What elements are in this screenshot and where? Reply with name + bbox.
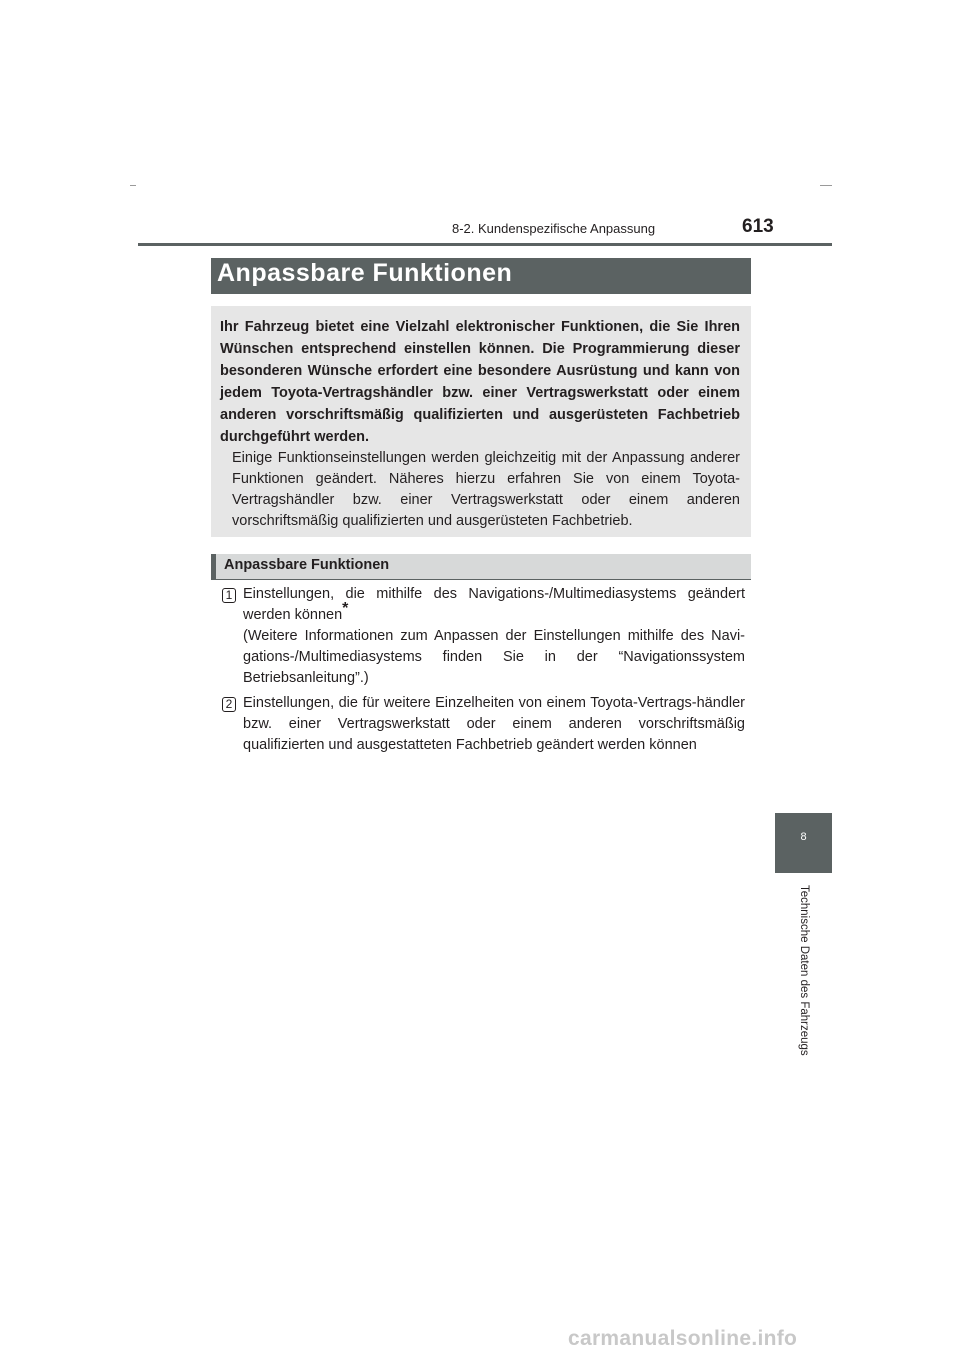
page-title-bar (211, 258, 751, 294)
chapter-number: 8 (800, 831, 807, 843)
intro-bold-text: Ihr Fahrzeug bietet eine Vielzahl elektronischer Funktionen, die Sie Ihren Wünschen entsprechend einstellen können. Die Programmierung dieser besonderen Wünsche erfordert eine besondere Ausrüstung und kann von jedem Toyota-Vertragshändler bzw. einer Vertragswerkstatt oder einem anderen vorschriftsmäßig qualifizierten und ausgerüsteten Fachbetrieb durchgeführt werden. (220, 319, 740, 445)
subheading-title: Anpassbare Funktionen (224, 557, 390, 573)
item-number-2-icon: 2 (222, 697, 236, 712)
intro-note-text: Einige Funktionseinstellungen werden gleichzeitig mit der Anpassung anderer Funktionen geändert. Näheres hierzu erfahren Sie von einem Toyota-Vertragshändler bzw. einer Vertragswerkstatt oder einem anderen vorschriftsmäßig qualifizierten und ausgerüsteten Fachbetrieb. (232, 450, 740, 529)
section-header: 8-2. Kundenspezifische Anpassung (452, 221, 656, 236)
list-item-1 (243, 584, 745, 689)
intro-box (211, 306, 751, 537)
crop-mark-right (820, 185, 832, 186)
list-item-2 (243, 693, 745, 756)
header-rule (138, 243, 832, 246)
page-number: 613 (742, 216, 774, 237)
list-item-1-detail: (Weitere Informationen zum Anpassen der Einstellungen mithilfe des Navi-gations-/Multimediasystems finden Sie in der “Navigationssystem Betriebsanleitung”.) (243, 628, 745, 686)
chapter-label: Technische Daten des Fahrzeugs (798, 885, 810, 1056)
subheading-accent (211, 554, 216, 579)
watermark: carmanualsonline.info (568, 1327, 798, 1350)
chapter-tab (775, 813, 832, 873)
asterisk-marker: * (342, 600, 349, 618)
crop-mark-left (130, 185, 136, 186)
subheading-bar (211, 554, 751, 580)
list-item-1-text: Einstellungen, die mithilfe des Navigations-/Multimediasystems geändert werden können (243, 586, 745, 623)
item-number-1-icon: 1 (222, 588, 236, 603)
page-title: Anpassbare Funktionen (217, 259, 513, 287)
list-item-2-text: Einstellungen, die für weitere Einzelheiten von einem Toyota-Vertrags-händler bzw. einer Vertragswerkstatt oder einem anderen vorschriftsmäßig qualifizierten und ausgestatteten Fachbetrieb geändert werden können (243, 695, 745, 753)
